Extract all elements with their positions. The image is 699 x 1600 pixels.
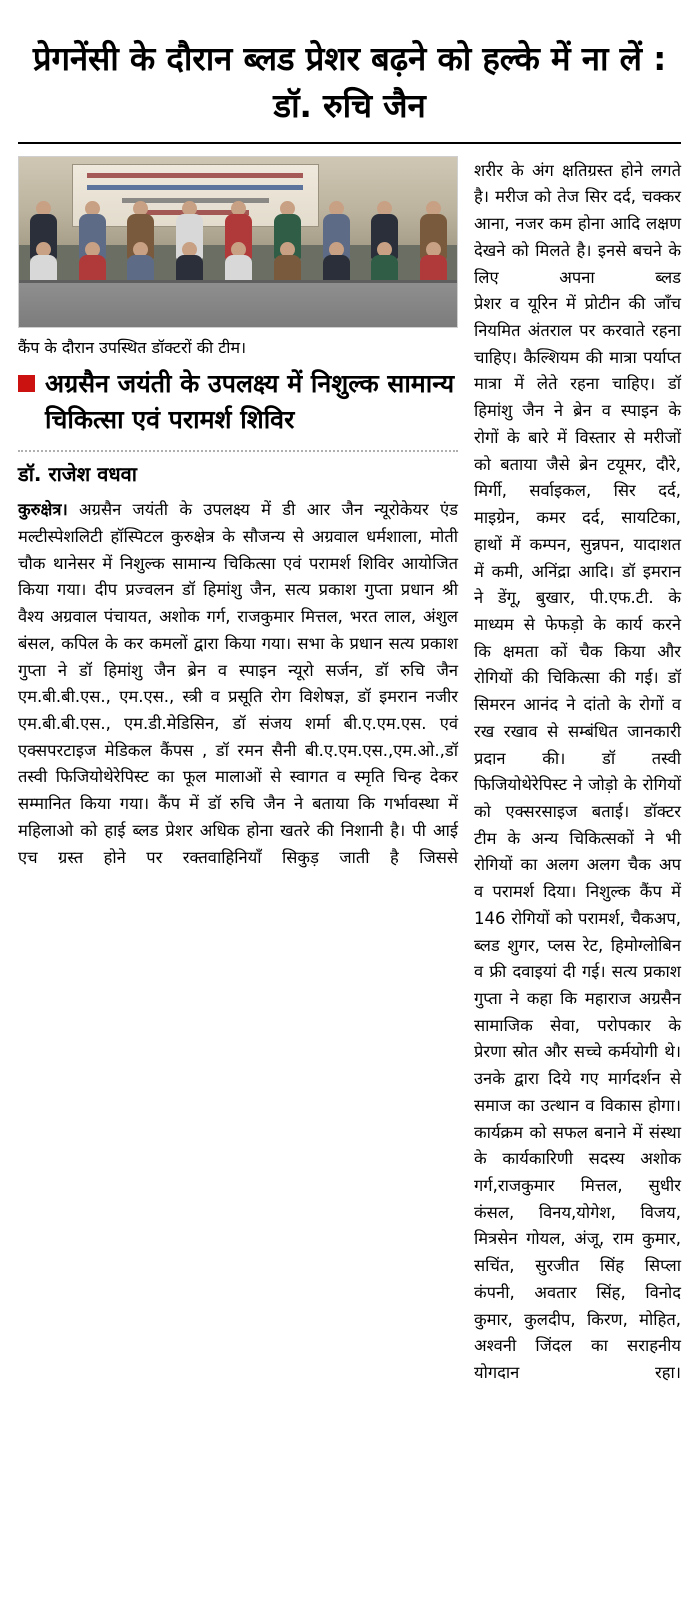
headline-rule [18,142,681,144]
right-column [474,156,681,1387]
left-body-text [18,497,458,871]
dateline: कुरुक्षेत्र। [18,500,68,520]
article-photo [18,156,458,328]
right-body-main: प्रेशर व यूरिन में प्रोटीन की जाँच नियमित अंतराल पर करवाते रहना चाहिए। कैल्शियम की मात्रा पर्याप्त मात्रा में लेते रहना चाहिए। डॉ हिमांशु जैन ने ब्रेन व स्पाइन के रोगों के बारे में विस्तार से मरीजों को बताया जैसे ब्रेन टयूमर, दौरे, मिर्गी, सर्वाइकल, सिर दर्द, माइग्रेन, कमर दर्द, सायटिका, हाथों में कम्पन, सुन्नपन, यादाशत में कमी, अनिंद्रा आदि। डॉ इमरान ने डेंगू, बुखार, पी.एफ.टी. के माध्यम से फेफड़ो के कार्य करने कि क्षमता कों चैक किया और रोगियों की चिकित्सा की गई। डॉ सिमरन आनंद ने दांतो के रोगों व रख रखाव से सम्बंधित जानकारी प्रदान की। डॉ तस्वी फिजियोथेरेपिस्ट ने जोड़ो के रोगियों को एक्सरसाइज बताई। डॉक्टर टीम के अन्य चिकित्सकों ने भी रोगियों का अलग अलग चैक अप व परामर्श दिया। निशुल्क कैंप में 146 रोगियों को परामर्श, चैकअप, ब्लड शुगर, प्लस रेट, हिमोग्लोबिन व फ्री दवाइयां दी गई। सत्य प्रकाश गुप्ता ने कहा कि महाराज अग्रसैन सामाजिक सेवा, परोपकार के प्रेरणा स्रोत और सच्चे कर्मयोगी थे। उनके द्वारा दिये गए मार्गदर्शन से समाज का उत्थान व विकास होगा। कार्यक्रम को सफल बनाने में संस्था के कार्यकारिणी सदस्य अशोक गर्ग,राजकुमार मित्तल, सुधीर कंसल, विनय,योगेश, विजय, मित्रसेन गोयल, अंजू, राम कुमार, सचिंत, सुरजीत सिंह सिप्ला कंपनी, अवतार सिंह, विनोद कुमार, कुलदीप, किरण, मोहित, अश्वनी जिंदल का सराहनीय योगदान रहा। [474,294,681,1383]
article-columns [18,156,681,1387]
subhead-row [18,366,458,439]
photo-caption: कैंप के दौरान उपस्थित डॉक्टरों की टीम। [18,337,247,357]
byline-divider [18,450,458,452]
left-column [18,156,458,1387]
left-body-continued: अग्रसैन जयंती के उपलक्ष्य में डी आर जैन न्यूरोकेयर एंड मल्टीस्पेशलिटी हॉस्पिटल कुरुक्षेत्र के सौजन्य से अग्रवाल धर्मशाला, मोती चौक थानेसर में निशुल्क सामान्य चिकित्सा एवं परामर्श शिविर आयोजित किया गया। दीप प्रज्वलन डॉ हिमांशु जैन, सत्य प्रकाश गुप्ता प्रधान श्री वैश्य अग्रवाल पंचायत, अशोक गर्ग, राजकुमार मित्तल, भरत लाल, अंशुल बंसल, कपिल के कर कमलों द्वारा किया गया। सभा के प्रधान सत्य प्रकाश गुप्ता ने डॉ हिमांशु जैन ब्रेन व स्पाइन न्यूरो सर्जन, डॉ रुचि जैन एम.बी.बी.एस., एम.एस., स्त्री व प्रसूति रोग विशेषज्ञ, डॉ इमरान नजीर एम.बी.बी.एस., एम.डी.मेडिसिन, डॉ संजय शर्मा बी.ए.एम.एस. एवं एक्सपरटाइज मेडिकल कैंपस , डॉ रमन सैनी बी.ए.एम.एस.,एम.ओ.,डॉ तस्वी फिजियोथेरेपिस्ट का फूल मालाओं से स्वागत व स्मृति चिन्ह देकर सम्मानित किया गया। कैंप में डॉ रुचि जैन ने बताया कि गर्भावस्था में महिलाओ को हाई ब्लड प्रेशर अधिक होना खतरे की निशानी है। पी आई एच ग्रस्त होने पर रक्तवाहिनियाँ सिकुड़ जाती है जिससे [18,500,458,867]
square-bullet-icon [18,375,35,392]
subhead-title: अग्रसैन जयंती के उपलक्ष्य में निशुल्क सामान्य चिकित्सा एवं परामर्श शिविर [45,368,455,434]
photo-table [19,280,457,327]
page-title: प्रेगनेंसी के दौरान ब्लड प्रेशर बढ़ने को हल्के में ना लें : डॉ. रुचि जैन [32,39,667,125]
right-body-top: शरीर के अंग क्षतिग्रस्त होने लगते है। मरीज को तेज सिर दर्द, चक्कर आना, नजर कम होना आदि लक्षण देखने को मिलते है। इनसे बचने के लिए अपना ब्लड [474,160,681,287]
byline: डॉ. राजेश वधवा [18,462,137,487]
subhead-block [18,366,458,439]
banner-line-2 [87,185,303,190]
banner-line-1 [87,173,303,178]
